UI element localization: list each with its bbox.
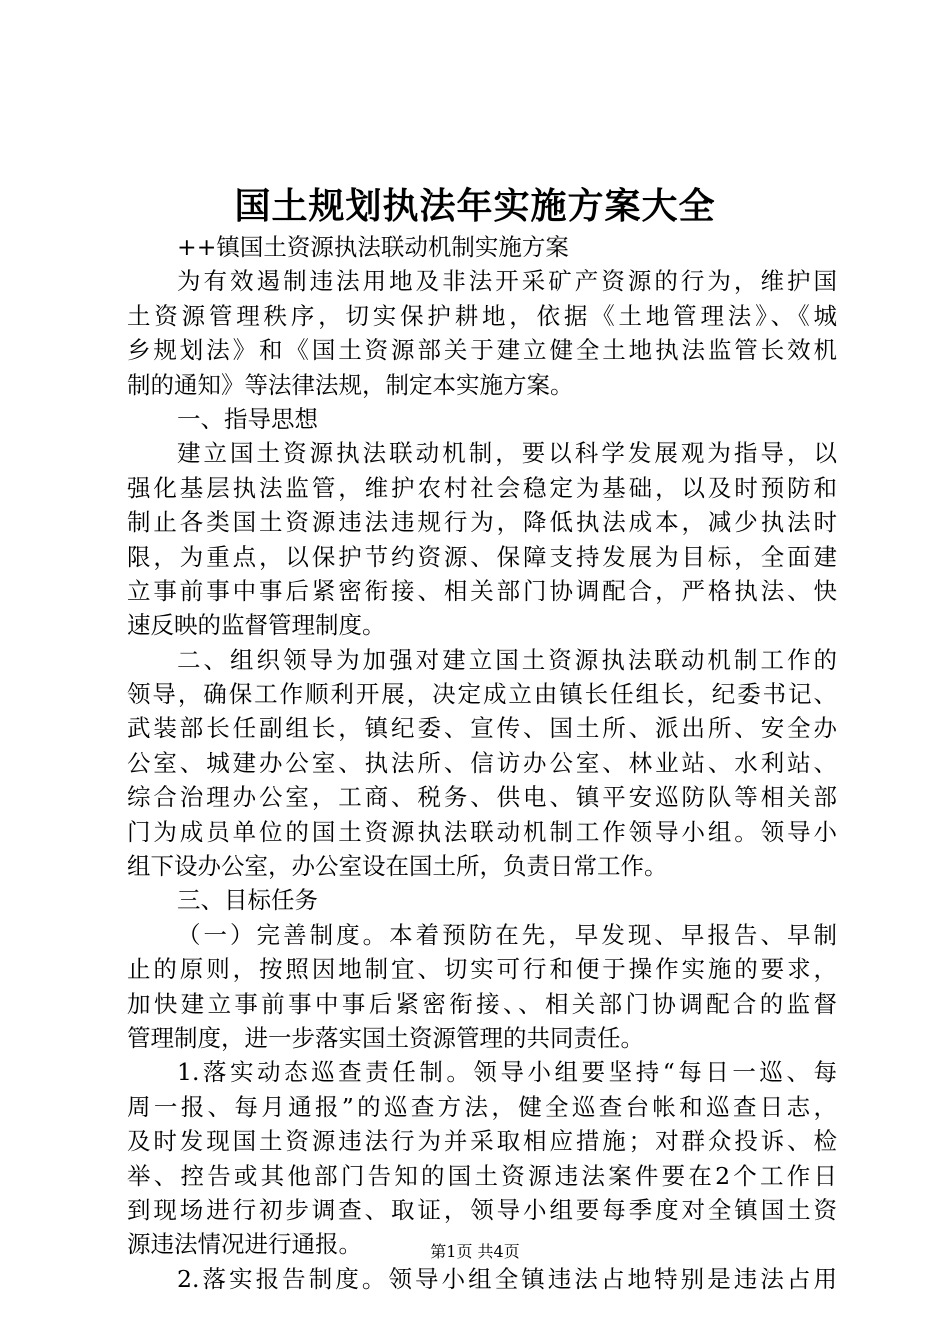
text-line: ++镇国土资源执法联动机制实施方案 xyxy=(177,233,569,261)
text-line: 一、指导思想 xyxy=(177,404,318,433)
text-line: 举、控告或其他部门告知的国土资源违法案件要在2个工作日 xyxy=(127,1161,837,1190)
text-line: 三、目标任务 xyxy=(177,886,318,915)
text-line: 综合治理办公室，工商、税务、供电、镇平安巡防队等相关部 xyxy=(127,783,837,812)
text-line: 二、组织领导为加强对建立国土资源执法联动机制工作的 xyxy=(177,645,837,674)
text-line: 武装部长任副组长，镇纪委、宣传、国土所、派出所、安全办 xyxy=(127,714,837,743)
text-line: 到现场进行初步调查、取证，领导小组要每季度对全镇国土资 xyxy=(127,1195,837,1224)
document-title: 国土规划执法年实施方案大全 xyxy=(234,185,716,227)
text-line: 组下设办公室，办公室设在国土所，负责日常工作。 xyxy=(127,852,668,881)
text-line: （一）完善制度。本着预防在先，早发现、早报告、早制 xyxy=(177,920,837,949)
text-line: 管理制度，进一步落实国土资源管理的共同责任。 xyxy=(127,1023,644,1052)
document-body xyxy=(127,230,837,1296)
text-line: 制的通知》等法律法规，制定本实施方案。 xyxy=(127,370,574,399)
text-line: 强化基层执法监管，维护农村社会稳定为基础，以及时预防和 xyxy=(127,473,837,502)
text-line: 领导，确保工作顺利开展，决定成立由镇长任组长，纪委书记、 xyxy=(127,680,837,709)
text-line: 源违法情况进行通报。 xyxy=(127,1230,362,1259)
text-line: 限，为重点，以保护节约资源、保障支持发展为目标，全面建 xyxy=(127,542,837,571)
text-line: 加快建立事前事中事后紧密衔接、、相关部门协调配合的监督 xyxy=(127,989,837,1018)
text-line: 周一报、每月通报”的巡查方法，健全巡查台帐和巡查日志， xyxy=(127,1092,837,1121)
text-line: 门为成员单位的国土资源执法联动机制工作领导小组。领导小 xyxy=(127,817,837,846)
text-line: 制止各类国土资源违法违规行为，降低执法成本，减少执法时 xyxy=(127,508,837,537)
text-line: 1.落实动态巡查责任制。领导小组要坚持“每日一巡、每 xyxy=(177,1058,837,1087)
text-line: 乡规划法》和《国土资源部关于建立健全土地执法监管长效机 xyxy=(127,336,837,365)
text-line: 2.落实报告制度。领导小组全镇违法占地特别是违法占用 xyxy=(177,1264,837,1293)
text-line: 公室、城建办公室、执法所、信访办公室、林业站、水利站、 xyxy=(127,748,837,777)
text-line: 立事前事中事后紧密衔接、相关部门协调配合，严格执法、快 xyxy=(127,576,837,605)
text-line: 速反映的监督管理制度。 xyxy=(127,611,386,640)
text-line: 建立国土资源执法联动机制，要以科学发展观为指导，以 xyxy=(177,439,837,468)
page-footer: 第1页 共4页 xyxy=(430,1242,520,1261)
text-line: 土资源管理秩序，切实保护耕地，依据《土地管理法》、《城 xyxy=(127,301,837,330)
text-line: 为有效遏制违法用地及非法开采矿产资源的行为，维护国 xyxy=(177,267,837,296)
text-line: 及时发现国土资源违法行为并采取相应措施；对群众投诉、检 xyxy=(127,1127,837,1156)
text-line: 止的原则，按照因地制宜、切实可行和便于操作实施的要求， xyxy=(127,955,837,984)
